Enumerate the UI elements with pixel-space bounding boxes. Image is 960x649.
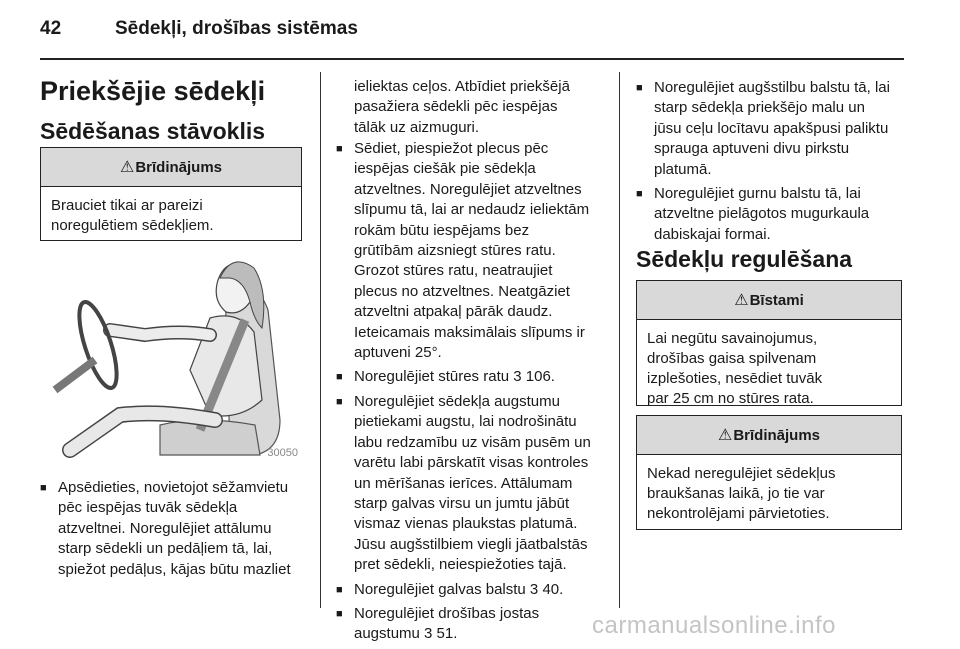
page-number: 42 bbox=[40, 18, 62, 39]
warning-header bbox=[41, 148, 301, 187]
col2-bullet-list bbox=[336, 139, 616, 649]
warning-box bbox=[636, 415, 902, 530]
page-title: Sēdekļi, drošības sistēmas bbox=[115, 18, 358, 39]
warning-text: Nekad neregulējiet sēdekļus braukšanas laikā, jo tie var nekontrolējami pārvietoties. bbox=[647, 465, 836, 522]
illustration-code: 30050 bbox=[267, 447, 298, 459]
danger-text: Lai negūtu savainojumus, drošības gaisa spilvenam izplešoties, nesēdiet tuvāk par 25 cm no stūres rata. bbox=[647, 330, 823, 407]
danger-label: Bīstami bbox=[749, 291, 804, 309]
list-item: ■ Noregulējiet stūres ratu 3 106. bbox=[336, 367, 616, 387]
col2-continuation-text: ieliektas ceļos. Atbīdiet priekšējā pasažiera sēdekli pēc iespējas tālāk uz aizmuguri. bbox=[354, 78, 570, 136]
header-rule bbox=[40, 58, 904, 60]
column-divider bbox=[619, 72, 620, 608]
warning-label: Brīdinājums bbox=[135, 158, 223, 176]
subsection-title-seating: Sēdēšanas stāvoklis bbox=[40, 118, 266, 144]
column-divider bbox=[320, 72, 321, 608]
col1-bullet-list bbox=[40, 478, 308, 584]
list-item: ■ Apsēdieties, novietojot sēžamvietu pēc iespējas tuvāk sēdekļa atzveltnei. Noregulējiet attālumu starp sēdekli un pedāļiem tā, lai, spiežot pedāļus, kājas būtu mazliet bbox=[40, 478, 308, 580]
watermark: carmanualsonline.info bbox=[592, 612, 836, 639]
danger-header bbox=[637, 281, 901, 320]
col3-bullet-list bbox=[636, 78, 906, 249]
list-item: ■ Noregulējiet sēdekļa augstumu pietiekami augstu, lai nodrošinātu labu redzamību uz visām pusēm un varētu labi pārskatīt visas kontroles un mērīšanas ierīces. Attālumam starp galvas virsu un jumtu jābūt vismaz vienas plaukstas platumā. Jūsu augšstilbiem viegli jāatbalstās pret sēdekli, neiespiežoties tajā. bbox=[336, 392, 616, 576]
seating-position-illustration bbox=[40, 250, 303, 463]
warning-box bbox=[40, 147, 302, 241]
list-item: ■ Noregulējiet augšstilbu balstu tā, lai starp sēdekļa priekšējo malu un jūsu ceļu locītavu apakšpusi paliktu sprauga aptuveni divu pirkstu platumā. bbox=[636, 78, 906, 180]
warning-header bbox=[637, 416, 901, 455]
danger-box bbox=[636, 280, 902, 406]
list-item: ■ Noregulējiet galvas balstu 3 40. bbox=[336, 580, 616, 600]
warning-text: Brauciet tikai ar pareizi noregulētiem sēdekļiem. bbox=[51, 197, 214, 234]
warning-triangle-icon: ⚠ bbox=[119, 159, 135, 176]
list-item: ■ Sēdiet, piespiežot plecus pēc iespējas ciešāk pie sēdekļa atzveltnes. Noregulējiet atzveltnes slīpumu tā, lai ar nedaudz ieliektām rokām būtu iespējams bez grūtībām aizsniegt stūres ratu. Grozot stūres ratu, neatraujiet plecus no atzveltnes. Neatgāziet atzveltni atpakaļ pārāk daudz. Ieteicamais maksimālais slīpums ir aptuveni 25°. bbox=[336, 139, 616, 363]
warning-label: Brīdinājums bbox=[733, 426, 821, 444]
driver-seat-drawing bbox=[40, 250, 303, 463]
warning-triangle-icon: ⚠ bbox=[717, 427, 733, 444]
section-title: Priekšējie sēdekļi bbox=[40, 76, 266, 106]
warning-triangle-icon: ⚠ bbox=[734, 292, 749, 309]
list-item: ■ Noregulējiet gurnu balstu tā, lai atzveltne pielāgotos mugurkaula dabiskajai formai. bbox=[636, 184, 906, 245]
subsection-title-adjust: Sēdekļu regulēšana bbox=[636, 246, 853, 272]
list-item: ■ Noregulējiet drošības jostas augstumu 3 51. bbox=[336, 604, 616, 645]
